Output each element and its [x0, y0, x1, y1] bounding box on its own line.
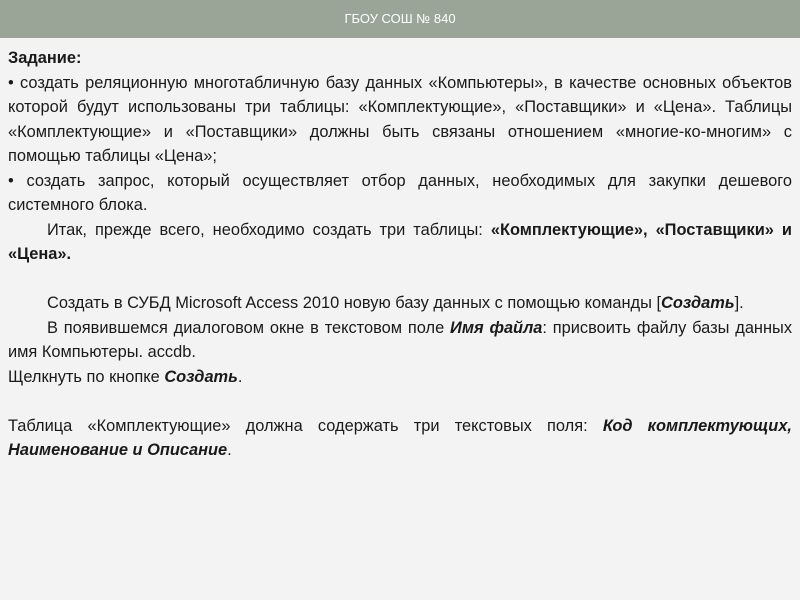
task-heading: Задание:	[8, 49, 82, 67]
tables-paragraph	[8, 218, 792, 267]
click-suffix: .	[237, 367, 243, 386]
click-text: Щелкнуть по кнопке	[8, 367, 165, 386]
slide-content	[8, 46, 792, 463]
blank-line	[8, 267, 792, 292]
file-name-field-label: Имя файла	[450, 318, 543, 337]
blank-line	[8, 389, 792, 414]
create-command: Создать	[661, 294, 735, 312]
task-bullet-2: • создать запрос, который осуществляет отбор данных, необходимых для закупки дешевого системного блока.	[8, 171, 792, 214]
click-paragraph	[8, 365, 792, 390]
create-db-text: Создать в СУБД Microsoft Access 2010 новую базу данных с помощью команды [	[47, 294, 661, 312]
tables-list: «Комплектующие», «Поставщики» и «Цена».	[8, 220, 792, 263]
create-db-suffix: ].	[734, 294, 744, 312]
header-title: ГБОУ СОШ № 840	[344, 11, 456, 26]
fields-text: Таблица «Комплектующие» должна содержать три текстовых поля:	[8, 416, 603, 435]
task-bullet-1: • создать реляционную многотабличную базу данных «Компьютеры», в качестве основных объектов которой будут использованы три таблицы: «Комплектующие», «Поставщики» и «Цена». Таблицы «Комплектующие» и «Поставщики» должны быть связаны отношением «многие-ко-многим» с помощью таблицы «Цена»;	[8, 73, 792, 165]
dialog-paragraph	[8, 316, 792, 365]
fields-suffix: .	[227, 441, 232, 459]
tables-paragraph-text: Итак, прежде всего, необходимо создать три таблицы:	[47, 220, 491, 239]
fields-paragraph	[8, 414, 792, 463]
dialog-text: В появившемся диалоговом окне в текстовом поле	[47, 318, 451, 337]
dialog-suffix: : присвоить файлу базы данных имя Компьютеры. accdb.	[8, 318, 793, 361]
create-button-label: Создать	[164, 367, 238, 386]
fields-list: Код комплектующих, Наименование и Описание	[8, 416, 792, 459]
create-db-paragraph	[8, 291, 792, 316]
